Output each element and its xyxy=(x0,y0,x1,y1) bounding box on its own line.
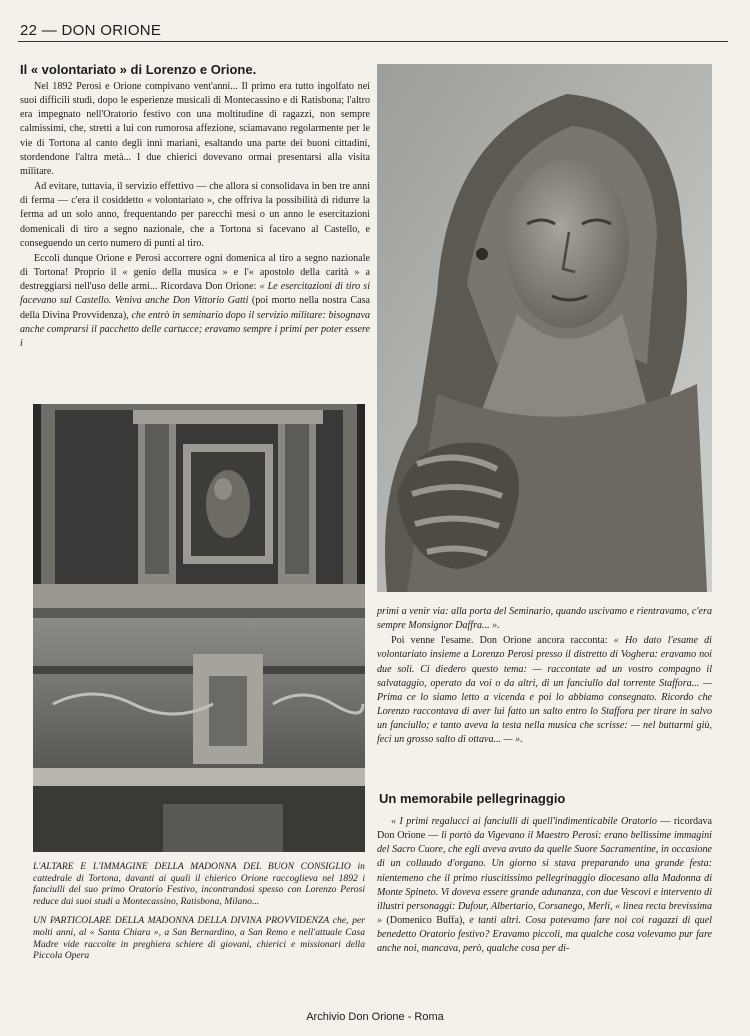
archive-footer: Archivio Don Orione - Roma xyxy=(306,1011,444,1023)
paragraph-4-intro: Poi venne l'esame. Don Orione ancora racconta: xyxy=(391,635,614,647)
altar-photo-image xyxy=(33,404,365,852)
article-pellegrinaggio-text xyxy=(377,815,712,957)
caption-madonna-text: che, per molti anni, al « Santa Chiara », a San Bernardino, a San Remo e nell'attuale Casa Madre vide raccolte in preghiera schiere di giovani, chierici e missionari della Piccola Opera xyxy=(33,915,365,962)
paragraph-1: Nel 1892 Perosi e Orione compivano vent'anni... Il primo era tutto ingolfato nei suoi difficili studi, dopo le esperienze musicali di Montecassino e di Ratisbona; l'altro era impegnato nell'Oratorio festivo con una moltitudine di ragazzi, non sempre calmissimi, che, stretti a lui con rumorosa affezione, sciamavano regolarmente per le vie di Tortona al canto degli inni mariani, esaltando una parte dei buoni cittadini, stordendone l'altra metà... I due chierici dovevano ormai presentarsi alla visita militare. xyxy=(20,81,370,177)
paragraph-2: Ad evitare, tuttavia, il servizio effettivo — che allora si consolidava in ben tre anni di ferma — c'era il cosiddetto « volontariato », che offriva la possibilità di ridurre la ferma ad un solo anno, frequentando per parecchi mesi o un anno le esercitazioni domenicali di tiro a segno nazionale, che a Tortona si facevano al Castello, e conseguendo un certo numero di punti al tiro. xyxy=(20,181,370,249)
pellegrinaggio-note: (Domenico Buffa) xyxy=(382,915,463,927)
caption-altar xyxy=(33,861,365,907)
photo-madonna-divina-provvidenza xyxy=(377,64,712,592)
header-rule xyxy=(18,41,728,42)
pellegrinaggio-quote-end: , e tanti altri. Cosa potevamo fare noi coi ragazzi di quel benedetto Oratorio festivo? Eravamo piccoli, ma qualche cosa volevamo pur fare anche noi, mancava, però, qualche cosa per di- xyxy=(377,915,712,955)
paragraph-3-note: (poi morto nella nostra Casa della Divina Provvidenza) xyxy=(20,295,370,321)
madonna-photo-image xyxy=(377,64,712,592)
article-right-column xyxy=(377,605,712,748)
caption-altar-text: in cattedrale di Tortona, davanti ai quali il chierico Orione raccoglieva nel 1892 i fanciulli del suo primo Oratorio Festivo, incontrandosi spesso con Lorenzo Perosi reduce dai suoi studi a Montecassino, Ratisbona, Milano... xyxy=(33,861,365,907)
pellegrinaggio-quote-start: « I primi regalucci ai fanciulli di quell'indimenticabile Oratorio xyxy=(391,816,657,827)
magazine-title: DON ORIONE xyxy=(61,22,162,39)
article-title-volontariato: Il « volontariato » di Lorenzo e Orione. xyxy=(20,62,257,77)
paragraph-3-continued: primi a venir via: alla porta del Seminario, quando uscivamo e rientravamo, c'era sempre Monsignor Daffra... ». xyxy=(377,606,712,632)
article-left-column xyxy=(20,80,370,351)
pellegrinaggio-aside: — ricordava Don Orione — xyxy=(377,816,713,842)
photo-captions xyxy=(33,861,365,970)
paragraph-3 xyxy=(20,252,370,351)
article-title-pellegrinaggio: Un memorabile pellegrinaggio xyxy=(379,791,566,806)
running-header xyxy=(20,22,161,39)
paragraph-4-quote: « Ho dato l'esame di volontariato insieme a Lorenzo Perosi presso il distretto di Voghera: eravamo noi due soli. Ci diedero questo tema: — raccontate ad un vostro compagno il salvataggio, operato da voi o da altri, di un fanciullo dal torrente Staffora... — Prima ce lo siamo letto a vicenda e poi lo abbiamo consegnato. Ricordo che Lorenzo raccontava di aver lui fatto un salto entro lo Staffora per tirare in salvo un fanciullo; e tanto aveva la testa nella musica che scrisse: — nel buttarmi giù, feci un grosso salto di ottava... — ». xyxy=(377,635,712,746)
paragraph-3-quote: « Le esercitazioni di tiro si facevano sul Castello. Veniva anche Don Vittorio Gatti xyxy=(20,281,370,307)
pellegrinaggio-paragraph xyxy=(377,815,712,957)
paragraph-3-quote-cont: , che entrò in seminario dopo il servizio militare: bisognava anche comprarsi il pacchetto delle cartucce; eravamo sempre i primi per poter essere i xyxy=(20,309,370,349)
pellegrinaggio-quote: li portò da Vigevano il Maestro Perosi: erano bellissime immagini del Sacro Cuore, che egli aveva avuto da quelle Suore Sacramentine, in occasione di un collaudo d'organo. Un giorno si stava preparando una grande festa: nientemeno che il primo riuscitissimo pellegrinaggio diocesano alla Madonna di Monte Spineto. Vi doveva essere grande adunanza, con due Vescovi e intervento di illustri personaggi: Dufour, Albertario, Corsanego, Merli, « linea recta brevissima » xyxy=(377,830,712,927)
header-dash: — xyxy=(41,22,58,39)
caption-altar-title: L'ALTARE E L'IMMAGINE DELLA MADONNA DEL BUON CONSIGLIO xyxy=(33,861,351,872)
caption-madonna-title: UN PARTICOLARE DELLA MADONNA DELLA DIVINA PROVVIDENZA xyxy=(33,915,330,927)
caption-madonna xyxy=(33,915,365,961)
page-number: 22 xyxy=(20,22,38,39)
paragraph-3-intro: Eccoli dunque Orione e Perosi accorrere ogni domenica al tiro a segno nazionale di Tortona! Proprio il « genio della musica » e l'« apostolo della carità » a destreggiarsi nell'uso delle armi... Ricordava Don Orione: xyxy=(20,252,370,293)
photo-altar-madonna-buon-consiglio xyxy=(33,404,365,852)
paragraph-4 xyxy=(377,634,712,747)
